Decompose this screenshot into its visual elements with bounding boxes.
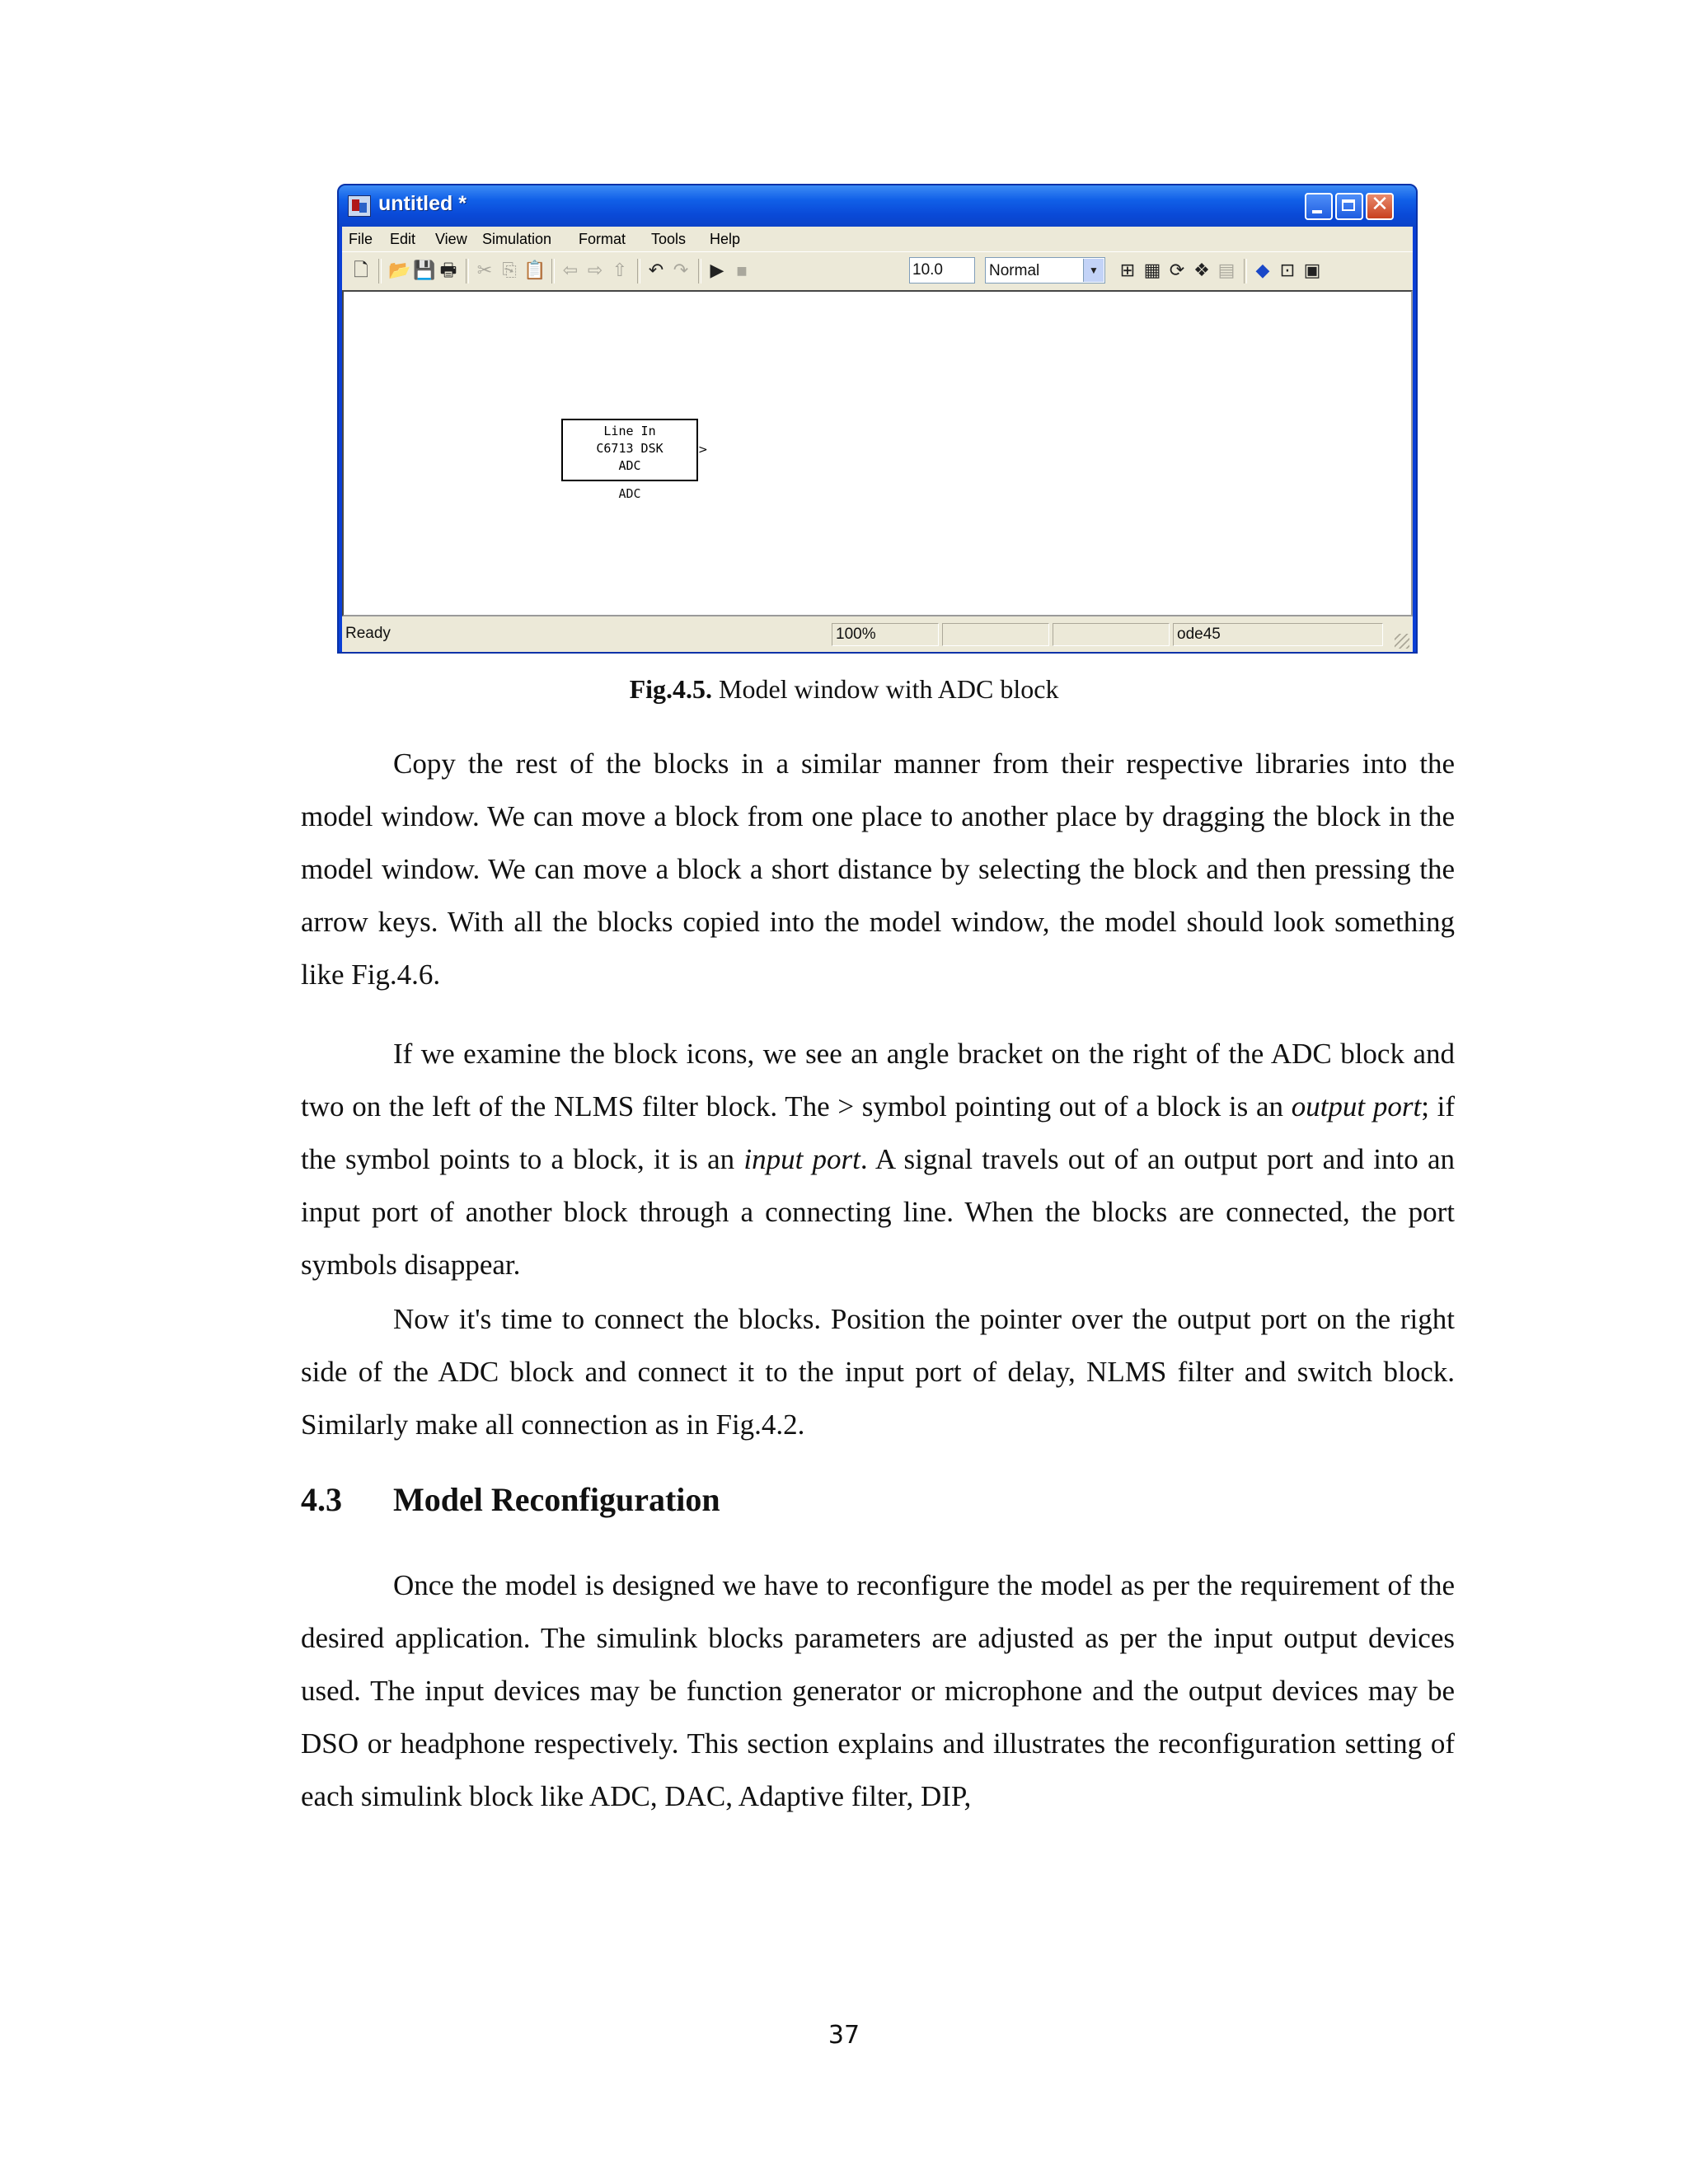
block-name-label[interactable]: ADC: [618, 486, 641, 501]
section-title: Model Reconfiguration: [393, 1481, 720, 1518]
figure-caption: [0, 674, 1688, 705]
paragraph-text: Once the model is designed we have to reconfigure the model as per the requirement of the desired application. The simulink blocks parameters are adjusted as per the input output devices used. The input devices may be function generator or microphone and the output devices may be DSO or headphone respectively. This section explains and illustrates the reconfiguration setting of each simulink block like ADC, DAC, Adaptive filter, DIP,: [301, 1569, 1455, 1812]
toolbar-separator: [698, 259, 701, 284]
back-icon[interactable]: ⇦: [562, 260, 579, 281]
menu-tools[interactable]: Tools: [651, 231, 687, 247]
paragraph-text: Now it's time to connect the blocks. Position the pointer over the output port on the right side of the ADC block and connect it to the input port of delay, NLMS filter and switch block. Similarly make all connection as in Fig.4.2.: [301, 1303, 1455, 1441]
status-solver: ode45: [1173, 623, 1383, 646]
menu-edit[interactable]: Edit: [390, 231, 416, 247]
menu-view[interactable]: View: [435, 231, 467, 247]
simulation-mode-value: Normal: [989, 262, 1040, 279]
term-input-port: input port: [743, 1143, 860, 1175]
figure-label: Fig.4.5.: [629, 674, 712, 704]
zoom-icon[interactable]: ⊡: [1279, 260, 1296, 281]
model-canvas[interactable]: [342, 290, 1413, 616]
section-number: 4.3: [301, 1481, 342, 1518]
build-icon[interactable]: ⊞: [1119, 260, 1136, 281]
open-icon[interactable]: 📂: [388, 260, 411, 281]
paragraph-text: . A signal travels out of an output port and into an input port of another block through a connecting line. When the blocks are connected, the port symbols disappear.: [301, 1143, 1456, 1281]
block-line-2: C6713 DSK: [596, 441, 663, 456]
figure-caption-text: Model window with ADC block: [712, 674, 1059, 704]
menu-simulation[interactable]: Simulation: [482, 231, 552, 247]
simulation-mode-select[interactable]: [985, 257, 1105, 284]
redo-icon[interactable]: ↷: [673, 260, 689, 281]
status-ready: Ready: [345, 625, 391, 642]
status-zoom: 100%: [832, 623, 939, 646]
menu-help[interactable]: Help: [710, 231, 741, 247]
paragraph-copy-blocks: [301, 738, 1455, 1001]
adc-block[interactable]: [561, 419, 698, 481]
copy-icon[interactable]: ⎘: [502, 260, 517, 281]
close-button[interactable]: [1366, 193, 1394, 220]
forward-icon[interactable]: ⇨: [587, 260, 603, 281]
block-line-3: ADC: [618, 458, 641, 473]
debug-icon[interactable]: ▤: [1217, 260, 1236, 281]
chevron-down-icon[interactable]: ▼: [1083, 259, 1104, 282]
print-icon[interactable]: 🖶: [439, 260, 457, 281]
model-explorer-icon[interactable]: ❖: [1193, 260, 1210, 281]
library-browser-icon[interactable]: ◆: [1255, 260, 1270, 281]
paragraph-connect-blocks: [301, 1293, 1455, 1451]
resize-grip-icon[interactable]: [1395, 634, 1409, 649]
block-line-1: Line In: [603, 424, 656, 438]
paragraph-text: If we examine the block icons, we see an angle bracket on the right of the ADC block and two on the left of the NLMS filter block. The > symbol pointing out of a block is an: [301, 1038, 1455, 1122]
stop-time-input[interactable]: 10.0: [909, 257, 975, 284]
status-bar: [342, 616, 1413, 652]
paragraph-reconfiguration: [301, 1559, 1455, 1823]
status-empty-1: [942, 623, 1049, 646]
paragraph-text: ; if the symbol points to a block, it is an: [301, 1090, 1455, 1175]
maximize-icon: [1342, 199, 1355, 211]
stop-simulation-icon[interactable]: ■: [736, 265, 748, 278]
close-icon: ✕: [1371, 192, 1389, 217]
output-port-icon[interactable]: >: [698, 443, 708, 457]
paragraph-block-ports: [301, 1028, 1455, 1291]
title-bar[interactable]: [339, 185, 1416, 227]
start-simulation-icon[interactable]: ▶: [710, 260, 724, 281]
up-icon[interactable]: ⇧: [612, 260, 628, 281]
section-heading: [301, 1480, 720, 1519]
minimize-button[interactable]: [1305, 193, 1333, 220]
save-icon[interactable]: 💾: [413, 260, 436, 281]
page-number: 37: [828, 2021, 860, 2050]
window-title: untitled *: [378, 192, 467, 215]
maximize-button[interactable]: [1335, 193, 1363, 220]
toolbar-separator: [637, 259, 640, 284]
refresh-icon[interactable]: ⟳: [1169, 260, 1185, 281]
paragraph-text: Copy the rest of the blocks in a similar manner from their respective libraries into the model window. We can move a block from one place to another place by dragging the block in the model window. We can move a block a short distance by selecting the block and then pressing the arrow keys. With all the blocks copied into the model window, the model should look something like Fig.4.6.: [301, 748, 1455, 991]
term-output-port: output port: [1291, 1090, 1422, 1122]
toolbar-separator: [466, 259, 469, 284]
menu-format[interactable]: Format: [579, 231, 626, 247]
toolbar-separator: [378, 259, 382, 284]
undo-icon[interactable]: ↶: [648, 260, 664, 281]
new-model-icon[interactable]: 🗋: [354, 260, 368, 281]
menu-bar: [342, 227, 1413, 251]
update-diagram-icon[interactable]: ▦: [1143, 260, 1161, 281]
minimize-icon: [1312, 210, 1322, 213]
paste-icon[interactable]: 📋: [523, 260, 546, 281]
toolbar: [342, 251, 1413, 291]
simulink-model-window: [337, 184, 1418, 654]
status-empty-2: [1053, 623, 1170, 646]
simulink-app-icon: [348, 195, 371, 217]
cut-icon[interactable]: ✂: [476, 260, 493, 281]
properties-icon[interactable]: ▣: [1303, 260, 1321, 281]
menu-file[interactable]: File: [349, 231, 373, 247]
toolbar-separator: [551, 259, 555, 284]
toolbar-separator: [1244, 259, 1247, 284]
